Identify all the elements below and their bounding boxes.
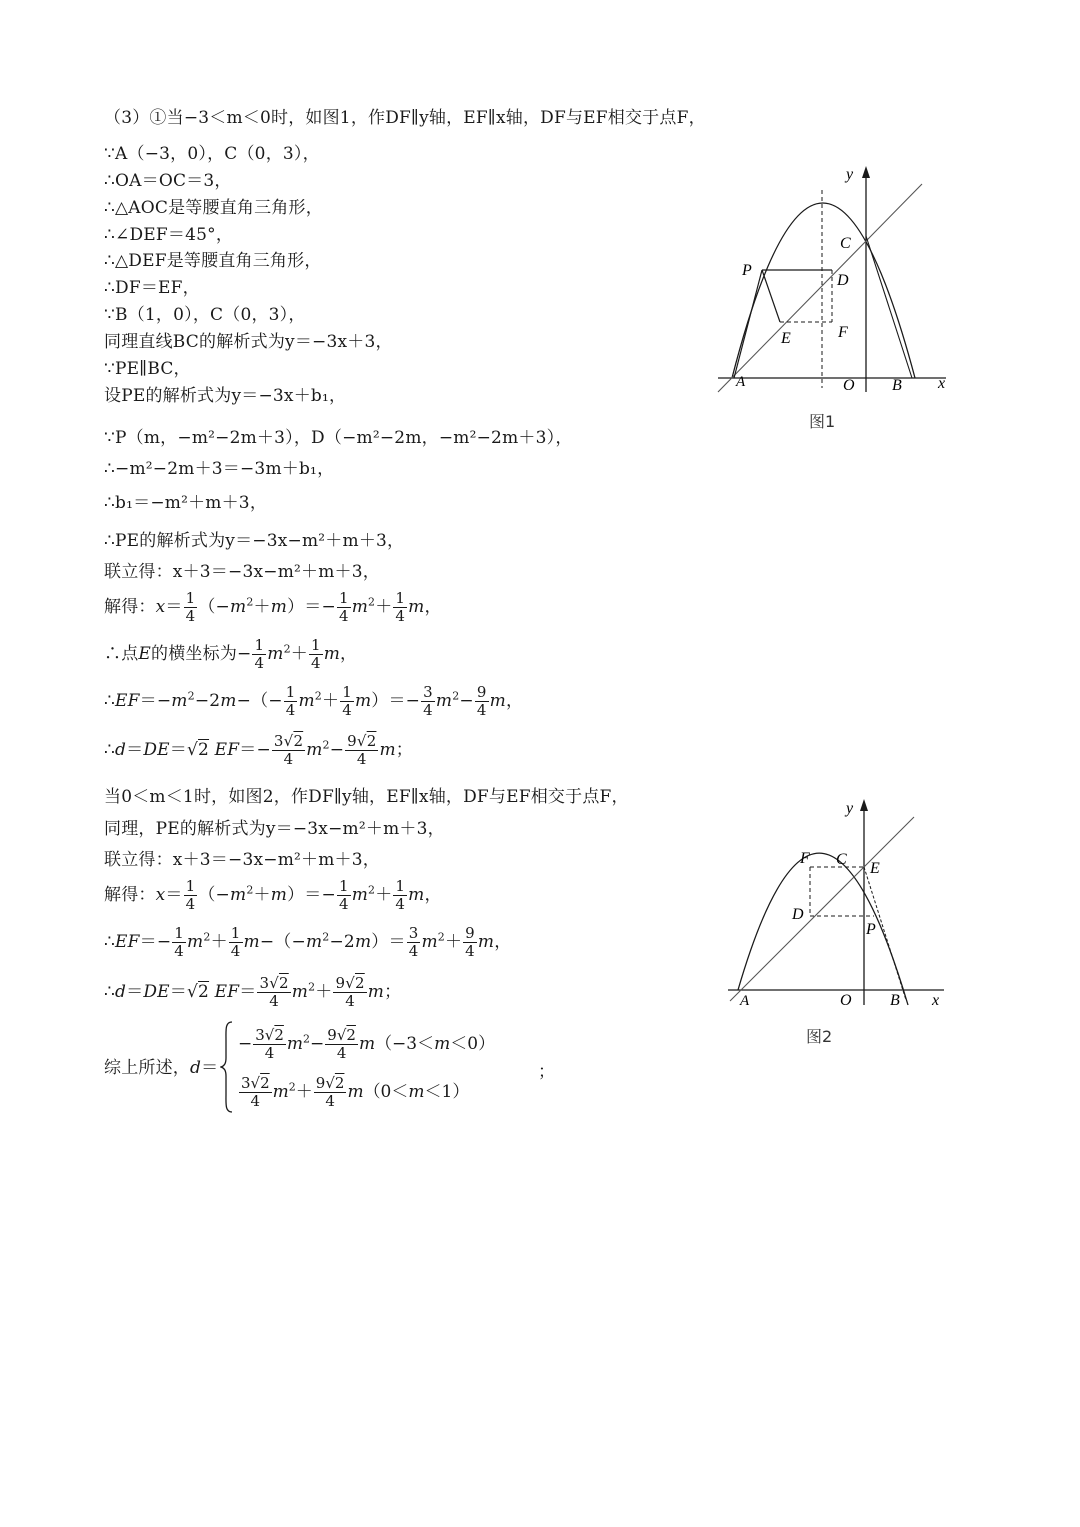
line-points-bc: ∵B（1，0），C（0，3）， <box>104 305 306 325</box>
fig2-label-c: C <box>836 851 847 868</box>
summary-label: 综上所述，d＝ <box>104 1058 219 1078</box>
line-case-two-intro: 当0＜m＜1时，如图2，作DF∥y轴，EF∥x轴，DF与EF相交于点F， <box>104 787 629 807</box>
fig2-label-p: P <box>866 921 876 938</box>
summary-case-2: $\frac{3√2}{4}$ $m^2+$ $\frac{9√2}{4}$ m（0＜m＜1） <box>241 1074 470 1110</box>
summary-case-1: − $\frac{3√2}{4}$ $m^2-$ $\frac{9√2}{4}$ m（−3＜m＜0） <box>238 1026 496 1062</box>
line-pe-expression: ∴PE的解析式为y＝−3x−m²＋m＋3， <box>104 531 405 551</box>
line-system: 联立得：x＋3＝−3x−m²＋m＋3， <box>104 562 380 582</box>
line-b1-value: ∴b₁＝−m²＋m＋3， <box>104 493 268 513</box>
fig2-line-ac <box>730 817 914 1001</box>
line-part3-intro: （3）①当−3＜m＜0时，如图1，作DF∥y轴，EF∥x轴，DF与EF相交于点F， <box>104 108 706 128</box>
line-d-value-2: ∴d＝DE＝√2 EF＝ $\frac{3√2}{4}$ $m^2+$ $\frac{9√2}{4}$ m； <box>104 974 402 1010</box>
fig2-label-d: D <box>792 906 804 923</box>
line-d-value-1: ∴d＝DE＝√2 EF＝− $\frac{3√2}{4}$ $m^2-$ $\frac{9√2}{4}$ m； <box>104 732 413 768</box>
line-points-ac: ∵A（−3，0），C（0，3）， <box>104 144 320 164</box>
line-pe-expression-2: 同理，PE的解析式为y＝−3x−m²＋m＋3， <box>104 819 445 839</box>
summary-end: ； <box>538 1062 555 1082</box>
fig1-label-f: F <box>838 324 848 341</box>
line-ef-value-2: ∴EF＝− $\frac{1}{4}$ $m^2+$ $\frac{1}{4}$ $m-(-m^2-2m)=$ $\frac{3}{4}$ $m^2+$ $\frac{9}{4}$ m， <box>104 924 512 960</box>
fig2-y-arrow <box>860 799 868 811</box>
fig2-label-e: E <box>870 860 880 877</box>
fig1-label-d: D <box>837 272 849 289</box>
fig1-label-x: x <box>938 375 946 392</box>
fig2-parabola <box>738 853 908 1005</box>
line-oa-oc: ∴OA＝OC＝3， <box>104 171 232 191</box>
fig2-label-o: O <box>840 992 852 1009</box>
line-df-ef: ∴DF＝EF， <box>104 278 200 298</box>
line-pe-parallel: ∵PE∥BC， <box>104 359 191 379</box>
fig1-label-e: E <box>781 330 791 347</box>
fig2-label-y: y <box>846 800 854 817</box>
figure-1-caption: 图1 <box>809 412 836 431</box>
line-pe-setup: 设PE的解析式为y＝−3x＋b₁， <box>104 386 347 406</box>
figure-1 <box>710 160 960 400</box>
line-ef-value: $\therefore EF=-m^2-2m-(-$ $\frac{1}{4}$ $m^2+$ $\frac{1}{4}$ m）＝− $\frac{3}{4}$ $m^2-$ $\frac{9}{4}$ m， <box>104 683 524 719</box>
line-e-abscissa: ∴点E的横坐标为− $\frac{1}{4}$ $m^2+$ $\frac{1}{4}$ m， <box>104 636 358 672</box>
fig2-label-b: B <box>890 992 900 1009</box>
line-bc-expression: 同理直线BC的解析式为y＝−3x＋3， <box>104 332 393 352</box>
fig1-line-ac <box>718 184 922 392</box>
fig1-label-a: A <box>736 374 746 390</box>
fig1-line-cb <box>866 236 912 378</box>
fig1-y-arrow <box>862 166 870 178</box>
line-aoc-isosceles: ∴△AOC是等腰直角三角形， <box>104 198 323 218</box>
fig1-parabola <box>732 203 915 378</box>
figure-2-caption: 图2 <box>806 1027 833 1046</box>
line-solve-x-2: 解得：x＝ $\frac{1}{4}$ $(-m^2+m)=-$ $\frac{1}{4}$ $m^2+$ $\frac{1}{4}$ m， <box>104 877 442 913</box>
line-solve-x: 解得：x＝ $\frac{1}{4}$ $(-m^2+m)=-$ $\frac{1}{4}$ $m^2+$ $\frac{1}{4}$ m， <box>104 589 442 625</box>
fig1-label-b: B <box>892 377 902 394</box>
fig2-label-a: A <box>740 993 750 1009</box>
figure-2 <box>722 795 952 1015</box>
fig2-label-x: x <box>932 992 940 1009</box>
line-points-pd: ∵P（m，−m²−2m＋3），D（−m²−2m，−m²−2m＋3）， <box>104 428 573 448</box>
fig1-label-y: y <box>846 166 854 183</box>
line-def-isosceles: ∴△DEF是等腰直角三角形， <box>104 251 322 271</box>
summary-brace <box>220 1020 234 1114</box>
fig2-label-f: F <box>800 850 810 867</box>
fig1-segment-pe <box>762 270 780 322</box>
line-system-2: 联立得：x＋3＝−3x−m²＋m＋3， <box>104 850 380 870</box>
line-angle-def: ∴∠DEF＝45°， <box>104 225 234 245</box>
line-substitute: ∴−m²−2m＋3＝−3m＋b₁， <box>104 459 335 479</box>
fig1-label-p: P <box>742 262 752 279</box>
fig1-label-c: C <box>840 235 851 252</box>
fig1-label-o: O <box>843 377 855 394</box>
